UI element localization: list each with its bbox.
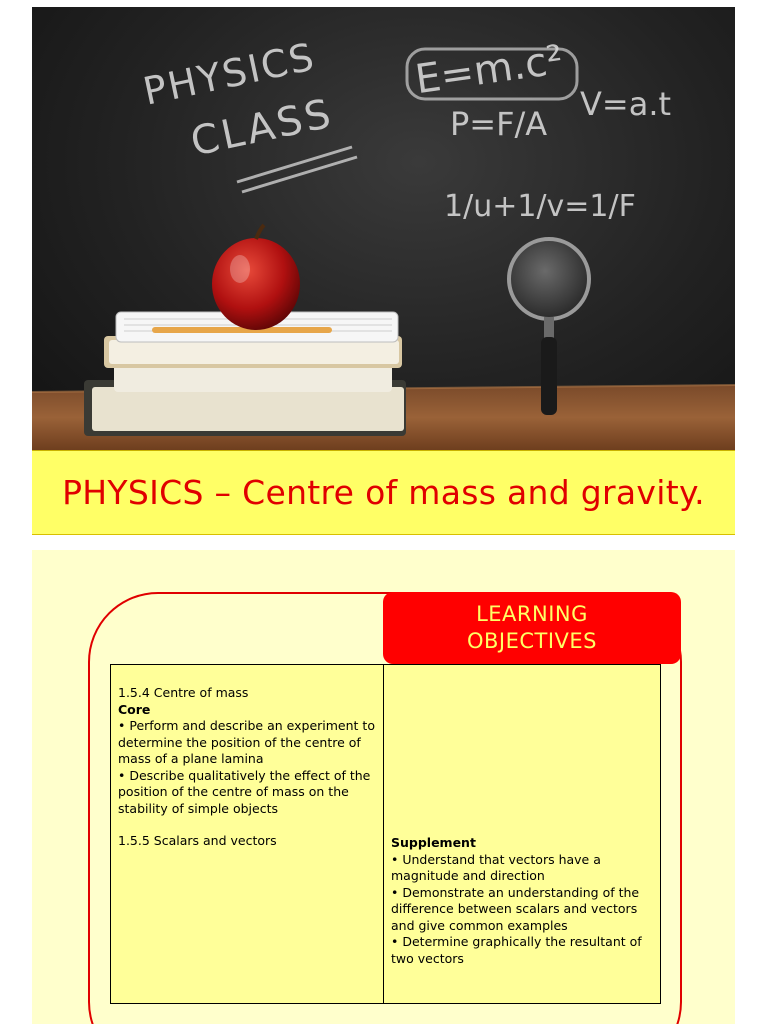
apple-illustration bbox=[212, 225, 300, 330]
chalk-class: CLASS bbox=[186, 90, 338, 166]
list-item: • Understand that vectors have a magnitude and direction bbox=[391, 851, 601, 883]
core-label: Core bbox=[118, 701, 151, 717]
chalk-vat-formula: V=a.t bbox=[580, 85, 672, 123]
list-item: • Perform and describe an experiment to determine the position of the centre of mass of a plane lamina bbox=[118, 718, 375, 766]
chalk-pfa-formula: P=F/A bbox=[450, 105, 548, 143]
list-item: • Describe qualitatively the effect of the position of the centre of mass on the stability of simple objects bbox=[118, 767, 371, 816]
supplement-label: Supplement bbox=[391, 835, 476, 850]
title-slide bbox=[32, 7, 735, 535]
book-stack bbox=[84, 312, 406, 436]
chalkboard-photo bbox=[32, 7, 735, 450]
supplement-column bbox=[384, 665, 660, 1003]
list-item: • Determine graphically the resultant of two vectors bbox=[391, 934, 642, 966]
section-heading: 1.5.4 Centre of mass bbox=[118, 685, 249, 700]
learning-objectives-banner bbox=[383, 592, 681, 664]
slide-title: PHYSICS – Centre of mass and gravity. bbox=[62, 473, 705, 512]
banner-line-1: LEARNING bbox=[476, 602, 588, 626]
classroom-illustration bbox=[32, 7, 735, 450]
chalk-emc-formula: E=m.c² bbox=[412, 36, 566, 104]
banner-line-2: OBJECTIVES bbox=[466, 629, 598, 653]
learning-objectives-slide bbox=[32, 550, 735, 1024]
core-column bbox=[111, 665, 384, 1003]
chalk-lens-formula: 1/u+1/v=1/F bbox=[444, 189, 636, 224]
list-item: • Demonstrate an understanding of the difference between scalars and vectors and give common examples bbox=[391, 884, 640, 933]
objectives-table bbox=[110, 664, 661, 1004]
section-heading: 1.5.5 Scalars and vectors bbox=[118, 833, 277, 848]
title-band bbox=[32, 450, 735, 535]
chalk-physics: PHYSICS bbox=[139, 34, 320, 114]
